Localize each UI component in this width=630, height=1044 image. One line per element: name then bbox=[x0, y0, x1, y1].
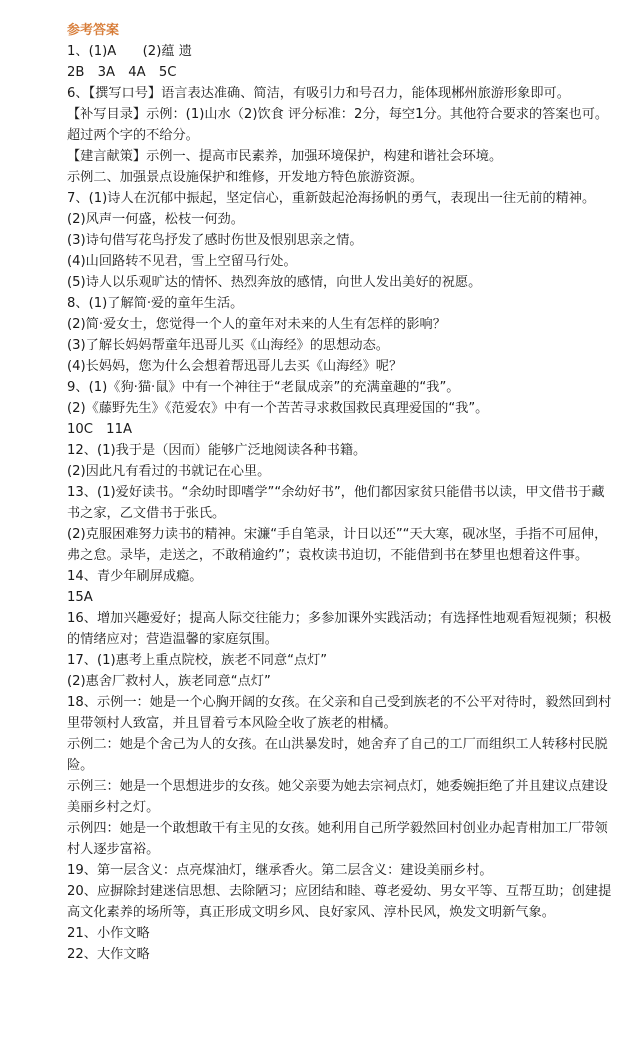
answer-line: 13、(1)爱好读书。“余幼时即嗜学”“余幼好书”，他们都因家贫只能借书以读，甲文借书于藏书之家，乙文借书于张氏。 bbox=[67, 485, 605, 521]
answer-line: 9、(1)《狗·猫·鼠》中有一个神往于“老鼠成亲”的充满童趣的“我”。 bbox=[67, 380, 460, 395]
answer-line: 12、(1)我于是（因而）能够广泛地阅读各种书籍。 bbox=[67, 443, 367, 458]
answer-line: 19、第一层含义：点亮煤油灯，继承香火。第二层含义：建设美丽乡村。 bbox=[67, 863, 493, 878]
answer-line: (5)诗人以乐观旷达的情怀、热烈奔放的感情，向世人发出美好的祝愿。 bbox=[67, 275, 482, 290]
answer-line: 【补写目录】示例：(1)山水（2)饮食 评分标准：2分，每空1分。其他符合要求的答案也可。超过两个字的不给分。 bbox=[67, 107, 609, 143]
answer-line: 示例四：她是一个敢想敢干有主见的女孩。她利用自己所学毅然回村创业办起青柑加工厂带领村人逐步富裕。 bbox=[67, 821, 608, 857]
answer-line: 7、(1)诗人在沉郁中振起，坚定信心，重新鼓起沧海扬帆的勇气，表现出一往无前的精神。 bbox=[67, 191, 596, 206]
answer-line: (2)《藤野先生》《范爱农》中有一个苦苦寻求救国救民真理爱国的“我”。 bbox=[67, 401, 489, 416]
answer-line: 17、(1)惠考上重点院校，族老不同意“点灯” bbox=[67, 653, 328, 668]
answer-line: 2B 3A 4A 5C bbox=[67, 65, 177, 80]
answer-line: (3)了解长妈妈帮童年迅哥儿买《山海经》的思想动态。 bbox=[67, 338, 389, 353]
answer-line: (2)惠舍厂救村人，族老同意“点灯” bbox=[67, 674, 271, 689]
answer-line: 10C 11A bbox=[67, 422, 132, 437]
answer-line: 21、小作文略 bbox=[67, 926, 150, 941]
answer-line: 示例二、加强景点设施保护和维修，开发地方特色旅游资源。 bbox=[67, 170, 424, 185]
answer-line: 1、(1)A (2)蕴 遗 bbox=[67, 44, 192, 59]
answer-line: 15A bbox=[67, 590, 93, 605]
answer-line: 【建言献策】示例一、提高市民素养，加强环境保护，构建和谐社会环境。 bbox=[67, 149, 503, 164]
answer-line: (3)诗句借写花鸟抒发了感时伤世及恨别思亲之情。 bbox=[67, 233, 363, 248]
answer-line: (2)简·爱女士，您觉得一个人的童年对未来的人生有怎样的影响？ bbox=[67, 317, 446, 332]
answer-line: 14、青少年刷屏成瘾。 bbox=[67, 569, 203, 584]
answer-line: 18、示例一：她是一个心胸开阔的女孩。在父亲和自己受到族老的不公平对待时，毅然回到村里带领村人致富，并且冒着亏本风险全收了族老的柑橘。 bbox=[67, 695, 612, 731]
answer-heading: 参考答案 bbox=[67, 23, 120, 38]
answer-line: (2)克服困难努力读书的精神。宋濂“手自笔录，计日以还”“天大寒，砚冰坚，手指不可屈伸，弗之怠。录毕，走送之，不敢稍逾约”；袁枚读书迫切，不能借到书在梦里也想着这件事。 bbox=[67, 527, 608, 563]
answer-line: (4)长妈妈，您为什么会想着帮迅哥儿去买《山海经》呢？ bbox=[67, 359, 403, 374]
answer-line: (2)因此凡有看过的书就记在心里。 bbox=[67, 464, 271, 479]
answer-line: 20、应摒除封建迷信思想、去除陋习；应团结和睦、尊老爱幼、男女平等、互帮互助；创建提高文化素养的场所等，真正形成文明乡风、良好家风、淳朴民风，焕发文明新气象。 bbox=[67, 884, 612, 920]
answer-line: (4)山回路转不见君，雪上空留马行处。 bbox=[67, 254, 297, 269]
answer-line: 16、增加兴趣爱好；提高人际交往能力；多参加课外实践活动；有选择性地观看短视频；积极的情绪应对；营造温馨的家庭氛围。 bbox=[67, 611, 612, 647]
answer-line: 6、【撰写口号】语言表达准确、简洁，有吸引力和号召力，能体现郴州旅游形象即可。 bbox=[67, 86, 570, 101]
answer-line: (2)风声一何盛，松枝一何劲。 bbox=[67, 212, 244, 227]
answer-line: 示例三：她是一个思想进步的女孩。她父亲要为她去宗祠点灯，她委婉拒绝了并且建议点建设美丽乡村之灯。 bbox=[67, 779, 608, 815]
answer-line: 22、大作文略 bbox=[67, 947, 150, 962]
answer-line: 示例二：她是个舍己为人的女孩。在山洪暴发时，她舍弃了自己的工厂而组织工人转移村民脱险。 bbox=[67, 737, 608, 773]
answer-line: 8、(1)了解简·爱的童年生活。 bbox=[67, 296, 244, 311]
